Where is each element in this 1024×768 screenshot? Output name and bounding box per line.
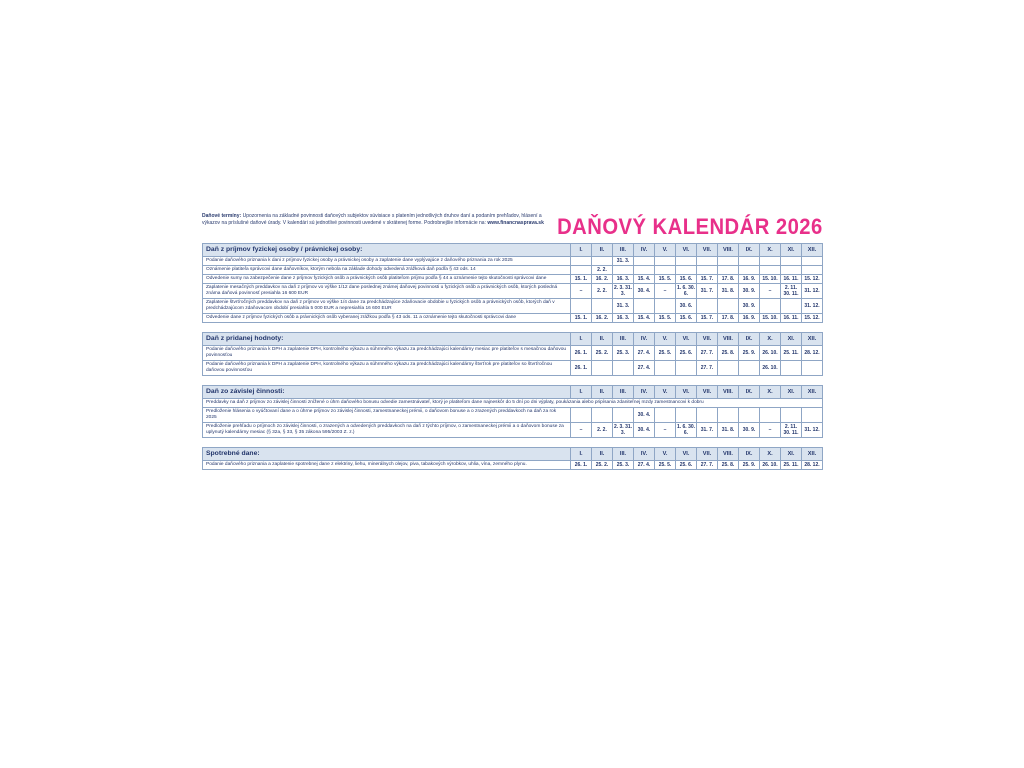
month-header: II. [592,244,613,257]
row-description: Preddavky na daň z príjmov zo závislej činnosti znížené o úhrn daňového bonusu odvedie zamestnávateľ, ktorý je platiteľom dane najneskôr do 5 dní po dni výplaty, poukázania alebo pripísania zdaniteľnej mzdy zamestnancovi k dobru [203,399,823,408]
deadline-cell: 27. 4. [634,461,655,470]
deadline-cell: 31. 7. [697,423,718,438]
deadline-cell: 27. 4. [634,346,655,361]
deadline-cell [739,266,760,275]
deadline-cell: 25. 2. [592,461,613,470]
section-title: Spotrebné dane: [203,448,571,461]
deadline-cell [760,266,781,275]
month-header: V. [655,386,676,399]
row-description: Podanie daňového priznania a zaplatenie spotrebnej dane z elektriny, liehu, minerálnych olejov, piva, tabakových výrobkov, uhlia, vína, zemného plynu. [203,461,571,470]
month-header: IX. [739,244,760,257]
deadline-cell: 2. 11. 30. 11. [781,284,802,299]
section-title: Daň zo závislej činnosti: [203,386,571,399]
deadline-cell: 25. 3. [613,461,634,470]
deadline-cell [592,408,613,423]
month-header: III. [613,333,634,346]
deadline-cell: – [760,423,781,438]
table-row [203,461,823,470]
deadline-cell [781,257,802,266]
month-header: X. [760,386,781,399]
month-header: IV. [634,448,655,461]
deadline-cell: 15. 6. [676,275,697,284]
month-header: I. [571,244,592,257]
row-description: Odvedenie sumy na zabezpečenie dane z príjmov fyzických osôb a právnických osôb platiteľom príjmu podľa § 44 a oznámenie tejto skutočnosti správcovi dane [203,275,571,284]
month-header: IV. [634,386,655,399]
deadline-cell [739,257,760,266]
page-title: DAŇOVÝ KALENDÁR 2026 [557,214,823,239]
deadline-cell [802,361,823,376]
deadline-cell [781,299,802,314]
table-row [203,346,823,361]
deadline-cell: 2. 2. [592,266,613,275]
deadline-cell: 15. 12. [802,275,823,284]
month-header: X. [760,448,781,461]
deadline-cell [655,361,676,376]
section-header-row [203,333,823,346]
deadline-cell: 16. 9. [739,314,760,323]
section-table [202,385,823,438]
deadline-cell [718,257,739,266]
row-description: Zaplatenie mesačných preddavkov na daň z príjmov vo výške 1/12 dane poslednej známej daňovej povinnosti u fyzických osôb a právnických osôb, ktorých posledná známa daňová povinnosť presiahla 16 600 EUR [203,284,571,299]
deadline-cell: 2. 3. 31. 3. [613,285,633,297]
section-header-row [203,448,823,461]
deadline-cell: 31. 12. [802,423,823,438]
month-header: IV. [634,244,655,257]
deadline-cell [781,266,802,275]
deadline-cell: 26. 1. [571,461,592,470]
month-header: X. [760,333,781,346]
deadline-cell: 31. 12. [802,284,823,299]
deadline-cell: 28. 12. [802,346,823,361]
month-header: XI. [781,333,802,346]
row-description: Podanie daňového priznania k dani z príjmov fyzickej osoby a právnickej osoby a zaplatenie dane vyplývajúce z daňového priznania za rok 2025 [203,257,571,266]
deadline-cell: 16. 3. [613,275,634,284]
deadline-cell [613,408,634,423]
month-header: XII. [802,333,823,346]
month-header: IX. [739,333,760,346]
deadline-cell: 25. 11. [781,461,802,470]
month-header: I. [571,333,592,346]
deadline-cell [781,361,802,376]
deadline-cell: 16. 2. [592,275,613,284]
table-row [203,399,823,408]
deadline-cell: 17. 8. [718,275,739,284]
row-description: Oznámenie platiteľa správcovi dane daňovníkov, ktorým nebola na základe dohody odvedená zrážková daň podľa § 43 ods. 14 [203,266,571,275]
table-row [203,299,823,314]
month-header: IV. [634,333,655,346]
month-header: III. [613,448,634,461]
deadline-cell [571,408,592,423]
month-header: VI. [676,244,697,257]
deadline-cell: 25. 5. [655,346,676,361]
deadline-cell: – [655,423,676,438]
deadline-cell: 30. 6. [676,299,697,314]
table-row [203,314,823,323]
deadline-cell [697,266,718,275]
deadline-cell: 15. 7. [697,314,718,323]
deadline-cell: 26. 1. [571,346,592,361]
intro-link[interactable]: www.financnasprava.sk [487,219,544,226]
deadline-cell: 27. 4. [634,361,655,376]
deadline-cell [802,257,823,266]
deadline-cell [634,266,655,275]
month-header: VII. [697,386,718,399]
deadline-cell: 25. 5. [655,461,676,470]
deadline-cell: 2. 11. 30. 11. [781,423,802,438]
deadline-cell: 25. 8. [718,461,739,470]
intro-lead: Daňové termíny: [202,213,242,219]
month-header: VI. [676,333,697,346]
row-description: Predloženie hlásenia o vyúčtovaní dane a o úhrne príjmov zo závislej činnosti, zamestnaneckej prémii, o daňovom bonuse a o zrazených preddavkoch na daň za rok 2025 [203,408,571,423]
month-header: IX. [739,448,760,461]
deadline-cell [697,408,718,423]
deadline-cell: 2. 2. [592,423,613,438]
deadline-cell: – [760,284,781,299]
deadline-cell: 15. 5. [655,314,676,323]
deadline-cell: 26. 10. [760,461,781,470]
month-header: III. [613,244,634,257]
deadline-cell: 16. 3. [613,314,634,323]
deadline-cell: 15. 7. [697,275,718,284]
deadline-cell: 2. 2. [592,284,613,299]
deadline-cell [592,299,613,314]
sections [202,243,823,470]
row-description: Podanie daňového priznania k DPH a zaplatenie DPH, kontrolného výkazu a súhrnného výkazu za predchádzajúci kalendárny štvrťrok pre platiteľov so štvrťročnou daňovou povinnosťou [203,361,571,376]
month-header: III. [613,386,634,399]
month-header: X. [760,244,781,257]
deadline-cell [676,408,697,423]
deadline-cell [655,299,676,314]
deadline-cell [718,408,739,423]
deadline-cell: 16. 9. [739,275,760,284]
month-header: VIII. [718,333,739,346]
deadline-cell [571,266,592,275]
deadline-cell: 30. 4. [634,284,655,299]
month-header: I. [571,386,592,399]
deadline-cell: 30. 4. [634,423,655,438]
month-header: VIII. [718,448,739,461]
deadline-cell [739,361,760,376]
deadline-cell [613,361,634,376]
deadline-cell: 25. 9. [739,346,760,361]
deadline-cell: – [571,423,592,438]
deadline-cell: 16. 2. [592,314,613,323]
deadline-cell [634,257,655,266]
table-row [203,361,823,376]
deadline-cell: 31. 12. [802,299,823,314]
section-table [202,332,823,376]
deadline-cell: 28. 12. [802,461,823,470]
deadline-cell: 30. 4. [634,408,655,423]
deadline-cell: 16. 11. [781,314,802,323]
month-header: XII. [802,448,823,461]
calendar-header [202,213,823,243]
deadline-cell [571,257,592,266]
section-header-row [203,244,823,257]
deadline-cell: 1. 6. 30. 6. [676,285,696,297]
tax-calendar [202,213,823,470]
deadline-cell [655,408,676,423]
row-description: Odvedenie dane z príjmov fyzických osôb a právnických osôb vyberanej zrážkou podľa § 43 ods. 11 a oznámenie tejto skutočnosti správcovi dane [203,314,571,323]
deadline-cell [760,408,781,423]
deadline-cell: – [655,284,676,299]
month-header: VI. [676,386,697,399]
table-row [203,423,823,438]
deadline-cell [676,266,697,275]
deadline-cell: 25. 6. [676,346,697,361]
deadline-cell: 27. 7. [697,361,718,376]
row-description: Podanie daňového priznania k DPH a zaplatenie DPH, kontrolného výkazu a súhrnného výkazu za predchádzajúci kalendárny mesiac pre platiteľov s mesačnou daňovou povinnosťou [203,346,571,361]
deadline-cell: 15. 10. [760,275,781,284]
month-header: XII. [802,386,823,399]
deadline-cell: 15. 4. [634,275,655,284]
deadline-cell [655,266,676,275]
month-header: I. [571,448,592,461]
month-header: VII. [697,448,718,461]
month-header: VI. [676,448,697,461]
deadline-cell [718,361,739,376]
month-header: VII. [697,244,718,257]
table-row [203,408,823,423]
section-table [202,447,823,470]
deadline-cell: – [571,284,592,299]
table-row [203,266,823,275]
month-header: XI. [781,448,802,461]
deadline-cell: 30. 9. [739,284,760,299]
table-row [203,257,823,266]
intro-body: Upozornenia na základné povinnosti daňových subjektov súvisiace s platením jednotlivých druhov daní a podaním prehľadov, hlásení a výkazov na príslušné daňové úrady. V kalendári sú jednotlivé povinnosti uvedené v skrátenej forme. Podrobnejšie informácie na: [202,213,542,226]
month-header: VIII. [718,244,739,257]
deadline-cell: 15. 10. [760,314,781,323]
deadline-cell: 27. 7. [697,461,718,470]
deadline-cell: 17. 8. [718,314,739,323]
month-header: II. [592,448,613,461]
month-header: V. [655,448,676,461]
month-header: XI. [781,386,802,399]
row-description: Zaplatenie štvrťročných preddavkov na daň z príjmov vo výške 1/4 dane za predchádzajúce zdaňovacie obdobie u fyzických osôb a právnických osôb, ktorých daň v predchádzajúcom zdaňovacom období presiahla 5 000 EUR a nepresiahla 16 600 EUR [203,299,571,314]
deadline-cell: 31. 7. [697,284,718,299]
deadline-cell: 15. 5. [655,275,676,284]
deadline-cell [613,266,634,275]
deadline-cell [571,299,592,314]
deadline-cell: 27. 7. [697,346,718,361]
deadline-cell [802,408,823,423]
intro-text [202,213,552,226]
deadline-cell: 26. 1. [571,361,592,376]
table-row [203,284,823,299]
section-title: Daň z príjmov fyzickej osoby / právnickej osoby: [203,244,571,257]
month-header: II. [592,333,613,346]
month-header: IX. [739,386,760,399]
deadline-cell: 26. 10. [760,346,781,361]
deadline-cell: 31. 3. [613,299,634,314]
deadline-cell [676,257,697,266]
deadline-cell: 30. 9. [739,423,760,438]
deadline-cell [760,299,781,314]
deadline-cell [760,257,781,266]
deadline-cell: 15. 12. [802,314,823,323]
month-header: II. [592,386,613,399]
deadline-cell [697,299,718,314]
deadline-cell [676,361,697,376]
deadline-cell: 15. 4. [634,314,655,323]
section-table [202,243,823,323]
deadline-cell: 15. 6. [676,314,697,323]
deadline-cell: 16. 11. [781,275,802,284]
month-header: VIII. [718,386,739,399]
deadline-cell: 25. 8. [718,346,739,361]
deadline-cell [592,257,613,266]
deadline-cell: 1. 6. 30. 6. [676,424,696,436]
deadline-cell [718,299,739,314]
deadline-cell [697,257,718,266]
deadline-cell [739,408,760,423]
month-header: VII. [697,333,718,346]
month-header: XI. [781,244,802,257]
deadline-cell: 25. 2. [592,346,613,361]
deadline-cell [592,361,613,376]
deadline-cell: 25. 3. [613,346,634,361]
month-header: V. [655,333,676,346]
deadline-cell: 2. 3. 31. 3. [613,424,633,436]
section-header-row [203,386,823,399]
deadline-cell: 31. 8. [718,284,739,299]
row-description: Predloženie prehľadu o príjmoch zo závislej činnosti, o zrazených a odvedených preddavkoch na daň z týchto príjmov, o zamestnaneckej prémii a o daňovom bonuse za uplynutý kalendárny mesiac (§ 32a, § 33, § 35 zákona 595/2003 Z. z.) [203,423,571,438]
table-row [203,275,823,284]
deadline-cell: 30. 9. [739,299,760,314]
month-header: V. [655,244,676,257]
deadline-cell [655,257,676,266]
deadline-cell [634,299,655,314]
deadline-cell: 31. 3. [613,257,634,266]
deadline-cell: 25. 11. [781,346,802,361]
deadline-cell: 25. 6. [676,461,697,470]
deadline-cell: 25. 9. [739,461,760,470]
deadline-cell [718,266,739,275]
deadline-cell [781,408,802,423]
deadline-cell: 15. 1. [571,314,592,323]
month-header: XII. [802,244,823,257]
deadline-cell: 15. 1. [571,275,592,284]
section-title: Daň z pridanej hodnoty: [203,333,571,346]
deadline-cell: 26. 10. [760,361,781,376]
deadline-cell [802,266,823,275]
deadline-cell: 31. 8. [718,423,739,438]
